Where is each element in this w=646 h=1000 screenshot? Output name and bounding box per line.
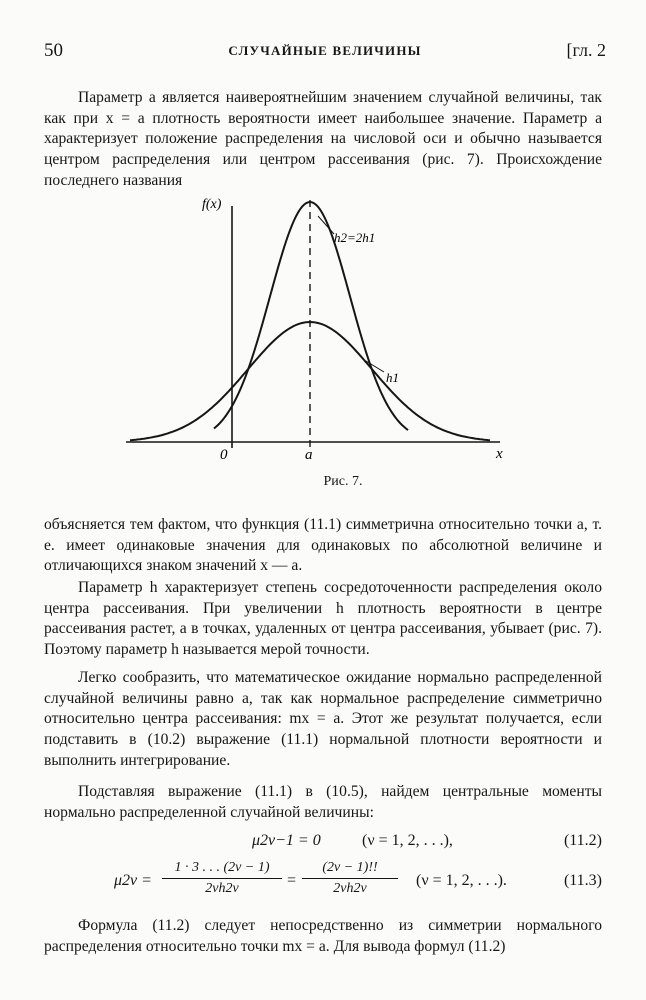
eq2-condition: (ν = 1, 2, . . .).	[416, 872, 507, 889]
eq2-fraction-1	[162, 860, 282, 897]
figure-caption: Рис. 7.	[323, 474, 363, 489]
running-title: СЛУЧАЙНЫЕ ВЕЛИЧИНЫ	[228, 43, 422, 58]
origin-label: 0	[220, 447, 228, 463]
paragraph-1: Параметр a является наивероятнейшим значением случайной величины, так как при x = a плотность вероятности имеет наибольшее значение. Параметр a характеризует положение распределения на числовой оси и обычно называется центром распределения или центром рассеивания (рис. 7). Происхождение последнего названия	[44, 89, 602, 189]
figure-7	[120, 186, 520, 506]
eq2-frac2-denominator: 2νh2ν	[333, 881, 367, 896]
equation-11-3	[44, 860, 602, 904]
eq2-frac2-numerator: (2ν − 1)!!	[302, 860, 398, 879]
wide-curve-label: h1	[386, 370, 399, 385]
chapter-ref: [гл. 2	[566, 40, 606, 60]
paragraph-3: Параметр h характеризует степень сосредоточенности распределения около центра рассеивания. При увеличении h плотность вероятности в центре рассеивания растет, а в точках, удаленных от центра рассеивания, убывает (рис. 7). Поэтому параметр h называется мерой точности.	[44, 579, 602, 659]
x-axis-label: x	[496, 446, 503, 462]
eq2-number: (11.3)	[563, 872, 602, 889]
eq1-number: (11.2)	[563, 832, 602, 849]
paragraph-5: Подставляя выражение (11.1) в (10.5), найдем центральные моменты нормально распределенной случайной величины:	[44, 783, 602, 821]
page-header	[44, 40, 606, 66]
eq1-condition: (ν = 1, 2, . . .),	[362, 832, 453, 849]
center-label: a	[305, 447, 313, 463]
normal-density-plot	[120, 186, 520, 476]
eq1-lhs: μ2ν−1 = 0	[252, 832, 321, 849]
paragraph-4: Легко сообразить, что математическое ожидание нормально распределенной случайной величины равно a, так как нормальное распределение симметрично относительно центра рассеивания: mx = a. Этот же результат получается, если подставить в (10.2) выражение (11.1) нормальной плотности вероятности и выполнить интегрирование.	[44, 669, 602, 769]
paragraph-6: Формула (11.2) следует непосредственно из симметрии нормального распределения относительно точки mx = a. Для вывода формул (11.2)	[44, 917, 602, 955]
y-axis-label: f(x)	[202, 197, 222, 212]
paragraph-2: объясняется тем фактом, что функция (11.1) симметрична относительно точки a, т. е. имеет одинаковые значения для одинаковых по абсолютной величине и отличающихся знаком значений x — a.	[44, 516, 602, 575]
narrow-curve-label: h2=2h1	[334, 230, 376, 245]
eq2-equals: =	[286, 872, 297, 889]
eq2-frac1-denominator: 2νh2ν	[205, 881, 239, 896]
eq2-lhs: μ2ν =	[114, 872, 152, 889]
eq2-fraction-2	[302, 860, 398, 897]
page-number: 50	[44, 40, 63, 61]
eq2-frac1-numerator: 1 · 3 . . . (2ν − 1)	[162, 860, 282, 879]
curve-narrow	[214, 202, 408, 430]
